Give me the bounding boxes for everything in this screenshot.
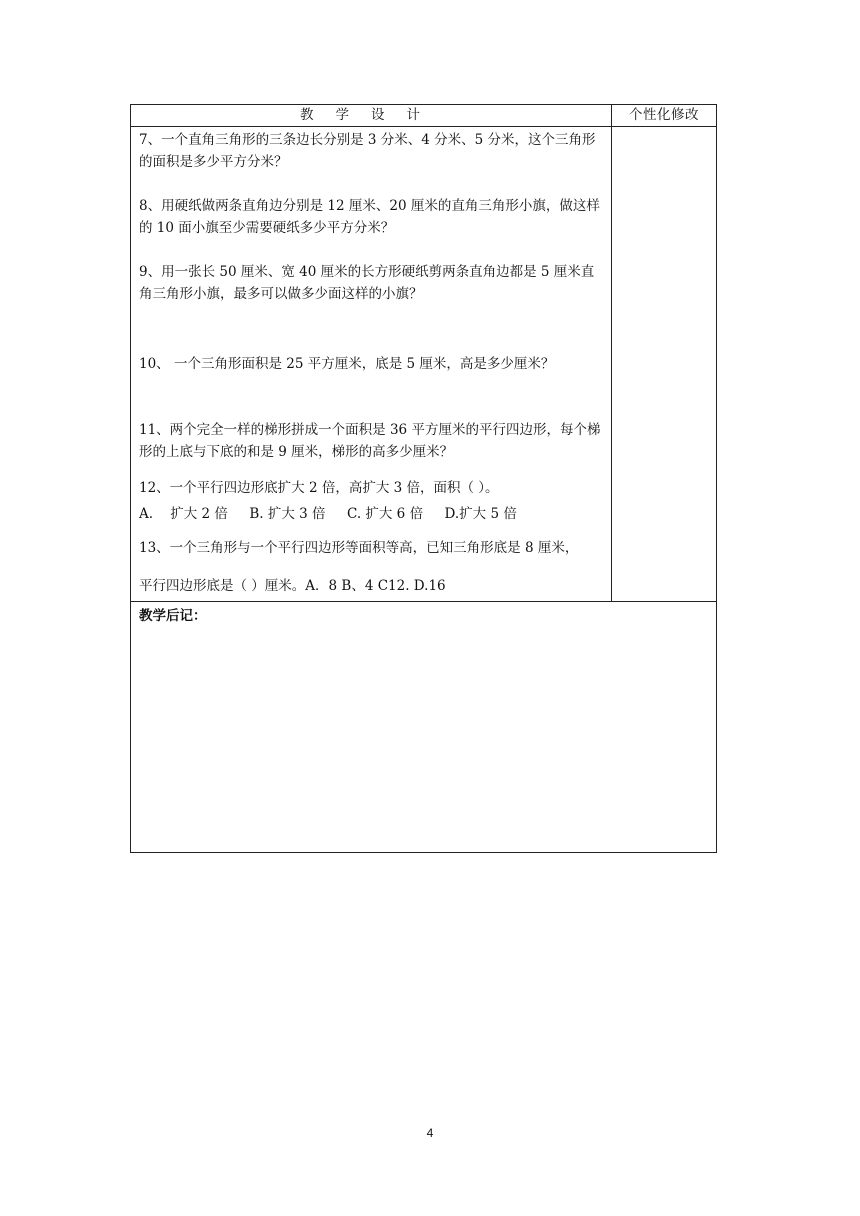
question-13: 13、一个三角形与一个平行四边形等面积等高，已知三角形底是 8 厘米， <box>139 540 579 556</box>
question-7: 7、一个直角三角形的三条边长分别是 3 分米、4 分米、5 分米，这个三角形的面积是多少平方分米？ <box>139 132 596 170</box>
page-number: 4 <box>426 1126 434 1140</box>
question-9: 9、用一张长 50 厘米、宽 40 厘米的长方形硬纸剪两条直角边都是 5 厘米直角三角形小旗，最多可以做多少面这样的小旗？ <box>139 264 595 302</box>
lesson-design-table <box>130 104 717 853</box>
question-12: 12、一个平行四边形底扩大 2 倍，高扩大 3 倍，面积（ ）。 <box>139 480 499 496</box>
question-11: 11、两个完全一样的梯形拼成一个面积是 36 平方厘米的平行四边形，每个梯形的上底与下底的和是 9 厘米，梯形的高多少厘米？ <box>139 422 601 460</box>
question-10: 10、 一个三角形面积是 25 平方厘米，底是 5 厘米，高是多少厘米？ <box>139 356 555 372</box>
notes-cell <box>131 602 717 853</box>
question-13-continued: 平行四边形底是（ ）厘米。A．8 B、4 C12. D.16 <box>139 578 446 594</box>
modification-cell <box>612 127 717 602</box>
question-8: 8、用硬纸做两条直角边分别是 12 厘米、20 厘米的直角三角形小旗，做这样的 10 面小旗至少需要硬纸多少平方分米？ <box>139 198 600 236</box>
design-content-cell <box>131 127 612 602</box>
header-modification: 个性化修改 <box>612 105 717 127</box>
notes-label: 教学后记： <box>139 608 207 624</box>
header-design: 教学设计 <box>131 105 612 127</box>
question-12-options: A. 扩大 2 倍 B. 扩大 3 倍 C. 扩大 6 倍 D.扩大 5 倍 <box>139 506 517 522</box>
